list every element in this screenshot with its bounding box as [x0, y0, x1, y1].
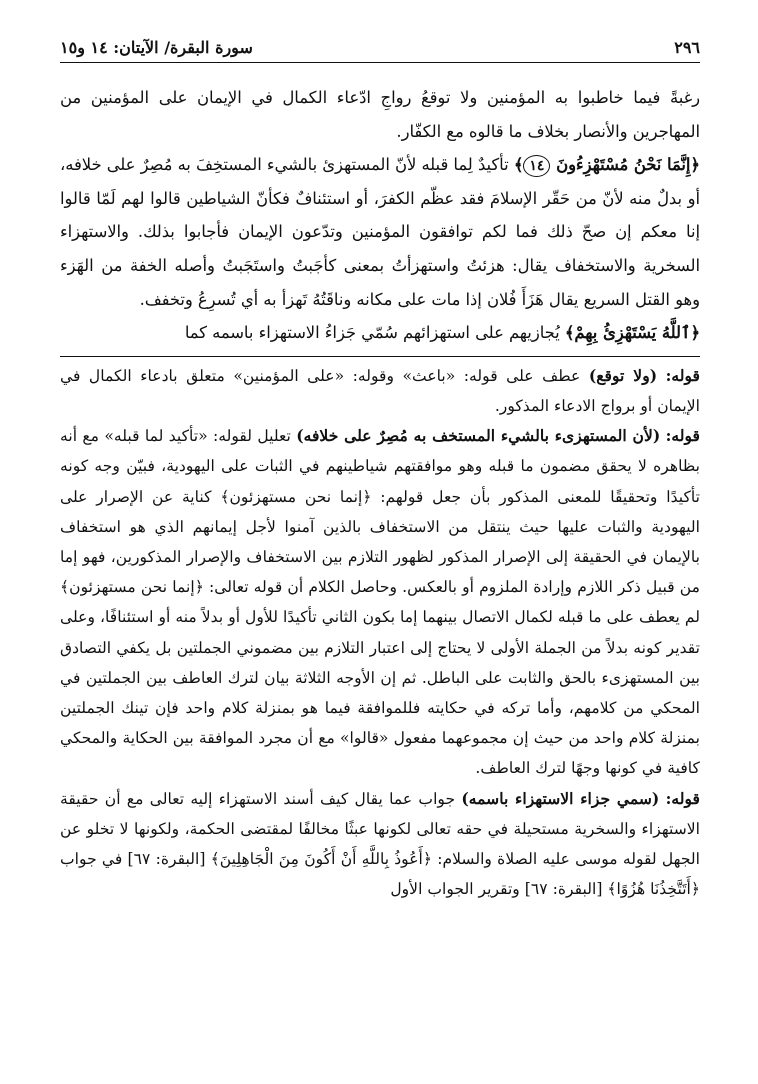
commentary-section — [60, 361, 700, 905]
commentary-paragraph-2 — [60, 421, 700, 783]
running-title: سورة البقرة/ الآيتان: ١٤ و١٥ — [60, 38, 253, 57]
main-paragraph-2 — [60, 148, 700, 316]
commentary-paragraph-3 — [60, 784, 700, 905]
main-paragraph-2-text: تأكيدٌ لِما قبله لأنّ المستهزئ بالشيء المستخِفَ به مُصِرٌ على خلافه، أو بدلٌ منه لأنّ من حَقّر الإسلامَ فقد عظّم الكفرَ، أو استئنافٌ فكأنّ الشياطين قالوا لهم لَمّا قالوا إنا معكم إن صحّ ذلك فما لكم توافقون المؤمنين وتدّعون الإيمان فأجابوا بذلك. والاستهزاء السخرية والاستخفاف يقال: هزئتُ واستهزأتُ بمعنى كأجَبتُ واستَجَبتُ وأصله الخفة من الهَزء وهو القتل السريع يقال هَزَأَ فُلان إذا مات على مكانه وناقَتُهُ تَهزأ به أي تُسرِعُ وتخفف. — [60, 155, 700, 309]
commentary-quote: (لأن المستهزىء بالشيء المستخف به مُصِرٌ على خلافه) — [296, 426, 661, 446]
commentary-quote: (ولا توقع) — [588, 365, 658, 385]
commentary-paragraph-1 — [60, 361, 700, 421]
book-page — [60, 32, 700, 904]
main-text — [60, 81, 700, 350]
commentary-lead: قوله: — [665, 788, 700, 808]
commentary-text: جواب عما يقال كيف أسند الاستهزاء إليه تعالى مع أن حقيقة الاستهزاء والسخرية مستحيلة في حقه تعالى لكونها عبثًا مخالفًا لمقتضى الحكمة، ولكونها لا تخلو عن الجهل لقوله موسى عليه الصلاة والسلام: ﴿أَعُوذُ بِاللَّهِ أَنْ أَكُونَ مِنَ الْجَاهِلِينَ﴾ [البقرة: ٦٧] في جواب ﴿أَتَتَّخِذُنَا هُزُوًا﴾ [البقرة: ٦٧] وتقرير الجواب الأول — [60, 789, 700, 899]
commentary-lead: قوله: — [665, 426, 700, 446]
main-paragraph-3-text: يُجازيهم على استهزائهم سُمّي جَزاءُ الاستهزاء باسمه كما — [184, 323, 560, 343]
footnote-divider — [60, 356, 700, 357]
commentary-text: عطف على قوله: «باعث» وقوله: «على المؤمنين» متعلق بادعاء الكمال في الإيمان أو برواج الادعاء المذكور. — [60, 366, 700, 415]
quran-verse-15: ﴿ٱللَّهُ يَسْتَهْزِئُ بِهِمْ﴾ — [564, 323, 700, 343]
commentary-text: تعليل لقوله: «تأكيد لما قبله» مع أنه بظاهره لا يحقق مضمون ما قبله وهو موافقتهم شياطينهم في الثبات على اليهودية، فبيّن وجه كونه تأكيدًا وتحقيقًا للمعنى المذكور بأن جعل قولهم: ﴿إنما نحن مستهزئون﴾ كناية عن الإصرار على اليهودية والثبات عليها حيث ينتقل من الاستخفاف بالذين آمنوا لأجل إيمانهم الذي هو استخفاف بالإيمان في الحقيقة إلى الإصرار المذكور لظهور التلازم بين الاستخفاف والإصرار المذكورين، فهو إما من قبيل ذكر اللازم وإرادة الملزوم أو بالعكس. وحاصل الكلام أن قوله تعالى: ﴿إنما نحن مستهزئون﴾ لم يعطف على ما قبله لكمال الاتصال بينهما إما بكون الثاني تأكيدًا للأول أو بدلاً منه أو استئنافًا، وعلى تقدير كونه بدلاً من الجملة الأولى لا يحتاج إلى اعتبار التلازم بين مضموني الجملتين بل يكفي التصادق بين المستهزىء بالحق والثابت على الباطل. ثم إن الأوجه الثلاثة بيان لترك العاطف بين الجملتين في المحكي من كلامهم، وأما تركه في حكايته فللموافقة فيما هو بمنزلة كلام واحد فإن تينك الجملتين بمنزلة كلام واحد من حيث إن مجموعهما مفعول «قالوا» مع أن مجرد الموافقة بين الحكاية والمحكي كافية في كونها وجهًا لترك العاطف. — [60, 427, 700, 778]
quran-verse-14: ﴿إِنَّمَا نَحْنُ مُسْتَهْزِءُونَ ١٤﴾ — [514, 155, 700, 174]
running-header — [60, 32, 700, 63]
page-number: ٢٩٦ — [674, 38, 700, 57]
ayah-number-badge: ١٤ — [523, 155, 550, 177]
commentary-lead: قوله: — [665, 365, 700, 385]
main-paragraph-3 — [60, 316, 700, 350]
main-paragraph-1: رغبةً فيما خاطبوا به المؤمنين ولا توقعُ رواجِ ادّعاء الكمال في الإيمان على المؤمنين من المهاجرين والأنصار بخلاف ما قالوه مع الكفّار. — [60, 88, 700, 141]
commentary-quote: (سمي جزاء الاستهزاء باسمه) — [461, 788, 660, 808]
